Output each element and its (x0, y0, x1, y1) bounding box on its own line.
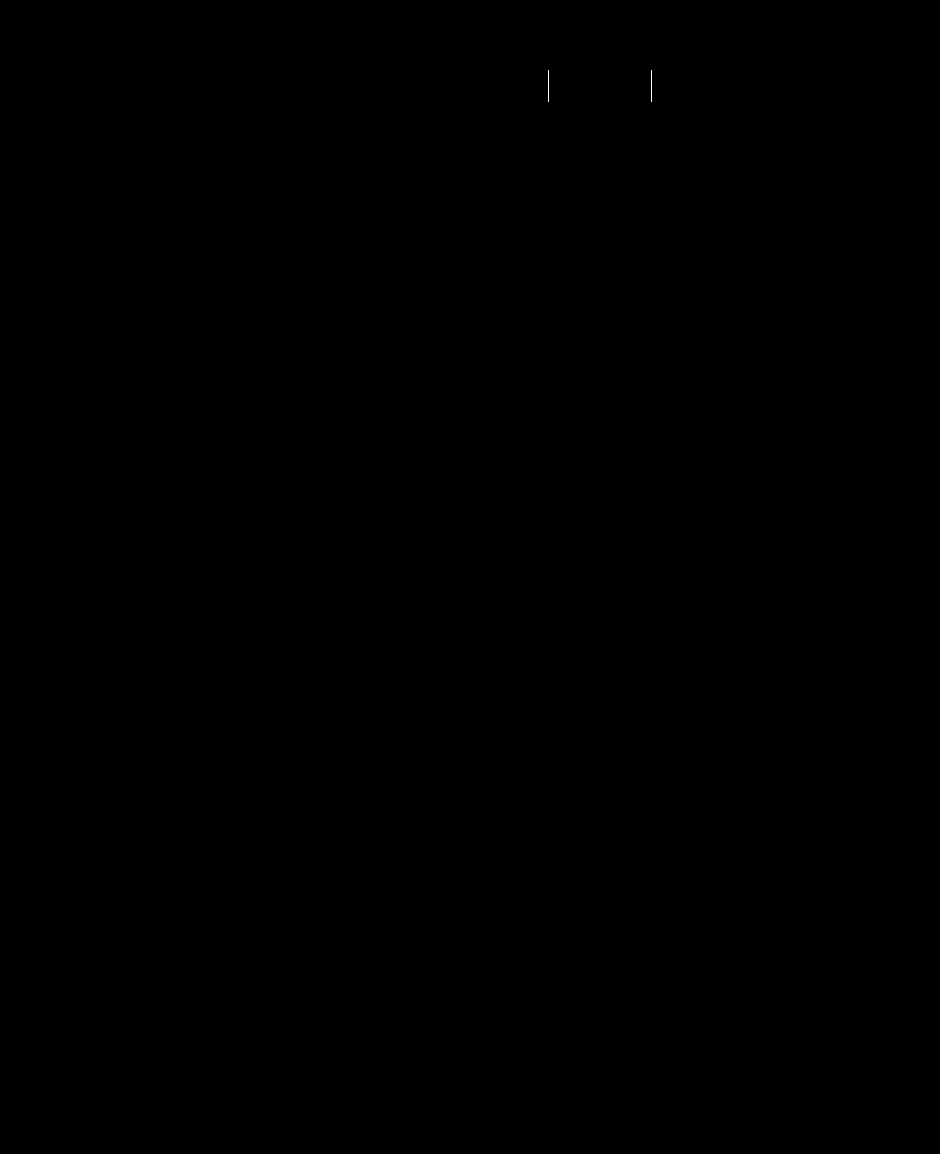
header-note (652, 70, 940, 102)
header (0, 0, 940, 68)
table-header (0, 68, 940, 102)
header-seat (0, 70, 548, 102)
header-price (548, 70, 652, 102)
price-table (0, 68, 940, 1093)
footer (0, 1093, 940, 1154)
